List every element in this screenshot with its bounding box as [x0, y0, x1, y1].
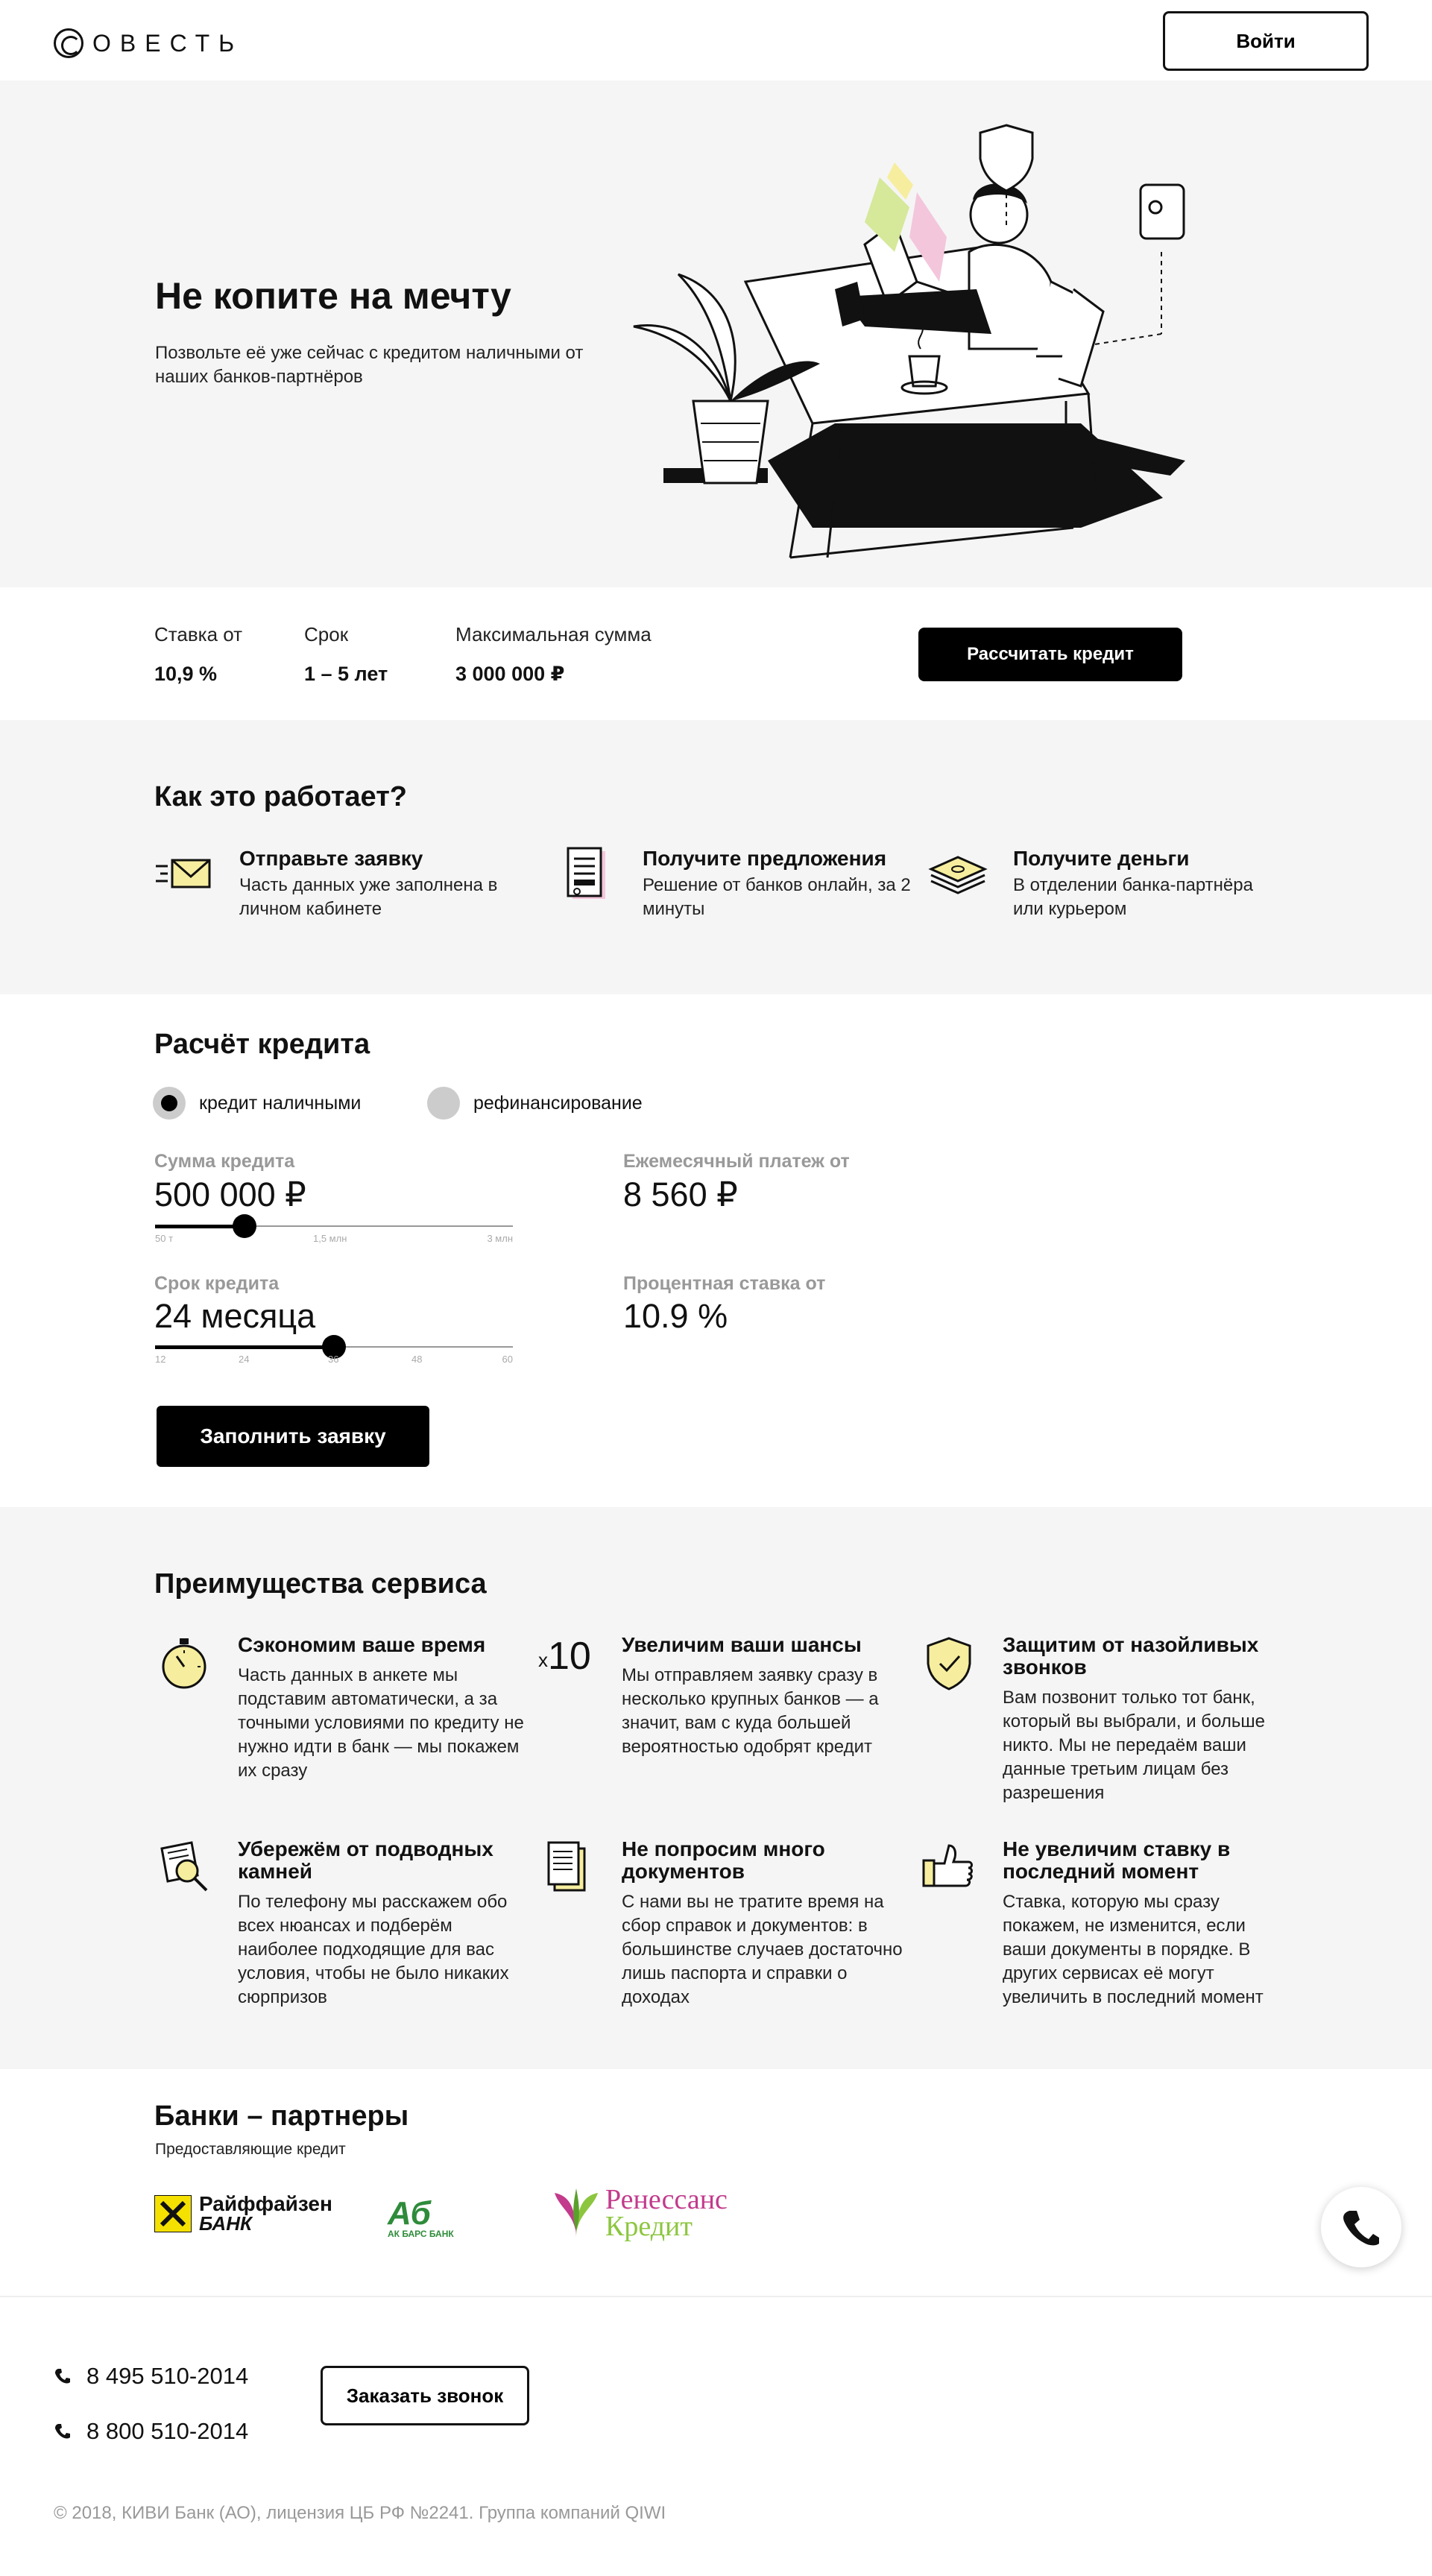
- rate-max-sum: [455, 623, 652, 686]
- tick-label: 3 млн: [487, 1233, 513, 1244]
- amount-value: 500 000 ₽: [154, 1175, 306, 1213]
- money-icon: [928, 847, 988, 906]
- how-it-works-section: [0, 720, 1432, 994]
- renaissance-credit: Кредит: [605, 2211, 693, 2242]
- radio-refinancing[interactable]: [427, 1087, 643, 1120]
- tick-label: 50 т: [155, 1233, 174, 1244]
- advantage-title: Не попросим много документов: [622, 1837, 825, 1883]
- advantage-title: Сэкономим ваше время: [238, 1633, 486, 1656]
- akbars-mark: Аб: [388, 2195, 431, 2232]
- step-desc: Решение от банков онлайн, за 2 минуты: [643, 875, 911, 919]
- step-desc: Часть данных уже заполнена в личном кабинете: [239, 875, 498, 919]
- documents-icon: [538, 1838, 598, 1898]
- monthly-payment-value: 8 560 ₽: [623, 1175, 738, 1213]
- login-button[interactable]: Войти: [1163, 11, 1369, 71]
- document-icon: [558, 847, 617, 906]
- raiffeisen-name: Райффайзен: [199, 2192, 332, 2215]
- advantage-desc: Вам позвонит только тот банк, который вы выбрали, и больше никто. Мы не передаём ваши данные третьим лицам без разрешения: [1003, 1688, 1265, 1803]
- max-sum-value: 3 000 000 ₽: [455, 663, 565, 685]
- rate-label: Ставка от: [154, 623, 243, 645]
- interest-rate-value: 10.9 %: [623, 1297, 728, 1335]
- phone-icon: [54, 2367, 72, 2385]
- raiffeisen-bank: БАНК: [199, 2212, 252, 2235]
- header: [0, 0, 1432, 80]
- term-value: 1 – 5 лет: [304, 663, 388, 685]
- stopwatch-icon: [154, 1634, 214, 1693]
- slider-thumb[interactable]: [233, 1214, 256, 1238]
- advantage-title: Защитим от назойливых звонков: [1003, 1633, 1259, 1679]
- rates-bar: [0, 587, 1432, 720]
- advantages-section: [0, 1507, 1432, 2069]
- slider-fill: [155, 1345, 334, 1349]
- x10-icon: [538, 1634, 598, 1693]
- akbars-name: АК БАРС БАНК: [388, 2229, 454, 2239]
- order-call-button[interactable]: Заказать звонок: [321, 2366, 529, 2425]
- renaissance-leaf-icon: [552, 2185, 601, 2241]
- call-floating-button[interactable]: [1321, 2187, 1401, 2267]
- phone-icon: [1342, 2208, 1381, 2247]
- copyright: © 2018, КИВИ Банк (АО), лицензия ЦБ РФ №2241. Группа компаний QIWI: [54, 2503, 666, 2523]
- phone-moscow[interactable]: [54, 2363, 248, 2390]
- magnifier-document-icon: [154, 1838, 214, 1898]
- step-title: Получите предложения: [643, 847, 887, 870]
- footer: [0, 2297, 1432, 2576]
- banks-title: Банки – партнеры: [154, 2100, 409, 2132]
- raiffeisen-logo: [154, 2194, 332, 2233]
- tick-label: 24: [239, 1354, 250, 1365]
- renaissance-logo: [552, 2185, 728, 2241]
- shield-check-icon: [919, 1634, 979, 1693]
- logo-mark-icon: [54, 28, 83, 58]
- hero-title: Не копите на мечту: [155, 275, 511, 317]
- how-title: Как это работает?: [154, 781, 408, 812]
- radio-button-icon[interactable]: [427, 1087, 460, 1120]
- step-get-offers: [558, 847, 911, 921]
- envelope-icon: [154, 847, 214, 906]
- term-value: 24 месяца: [154, 1297, 316, 1335]
- advantage-desc: Часть данных в анкете мы подставим автоматически, а за точными условиями по кредиту не нужно идти в банк — мы покажем их сразу: [238, 1665, 524, 1781]
- calculate-credit-button[interactable]: Рассчитать кредит: [918, 628, 1182, 681]
- rate-term: [304, 623, 388, 686]
- partner-banks-section: [0, 2069, 1432, 2297]
- radio-cash-credit[interactable]: [153, 1087, 361, 1120]
- monthly-payment-label: Ежемесячный платеж от: [623, 1151, 850, 1172]
- advantage-desc: Ставка, которую мы сразу покажем, не изменится, если ваши документы в порядке. В других сервисах её могут увеличить в последний момент: [1003, 1892, 1264, 2007]
- step-title: Отправьте заявку: [239, 847, 423, 870]
- tick-label: 1,5 млн: [313, 1233, 347, 1244]
- hero-illustration-icon: [619, 110, 1200, 572]
- logo[interactable]: [54, 27, 243, 60]
- hero-section: [0, 80, 1432, 587]
- interest-rate-label: Процентная ставка от: [623, 1273, 826, 1294]
- rate-min: [154, 623, 242, 686]
- phone-number[interactable]: 8 495 510-2014: [86, 2363, 249, 2389]
- x10-prefix: x: [538, 1649, 548, 1671]
- tick-label: 60: [502, 1354, 513, 1365]
- advantages-title: Преимущества сервиса: [154, 1568, 487, 1600]
- amount-label: Сумма кредита: [154, 1151, 295, 1172]
- step-title: Получите деньги: [1013, 847, 1190, 870]
- max-sum-label: Максимальная сумма: [455, 623, 652, 645]
- radio-label: кредит наличными: [199, 1092, 362, 1114]
- advantage-title: Увеличим ваши шансы: [622, 1633, 862, 1656]
- banks-subtitle: Предоставляющие кредит: [155, 2141, 346, 2158]
- advantage-title: Убережём от подводных камней: [238, 1837, 493, 1883]
- radio-label: рефинансирование: [473, 1092, 643, 1114]
- step-send-application: [154, 847, 508, 921]
- phone-free[interactable]: [54, 2418, 248, 2445]
- rate-value: 10,9 %: [154, 663, 218, 685]
- renaissance-name: Ренессанс: [605, 2184, 728, 2215]
- advantage-title: Не увеличим ставку в последний момент: [1003, 1837, 1231, 1883]
- advantage-desc: С нами вы не тратите время на сбор справок и документов: в большинстве случаев достаточно лишь паспорта и справки о доходах: [622, 1892, 903, 2007]
- logo-text: ОВЕСТЬ: [92, 29, 244, 57]
- term-label: Срок: [304, 623, 349, 645]
- tick-label: 36: [328, 1354, 339, 1365]
- advantage-desc: Мы отправляем заявку сразу в несколько крупных банков — а значит, вам с куда большей вероятностью одобрят кредит: [622, 1665, 879, 1757]
- calculator-title: Расчёт кредита: [154, 1029, 370, 1060]
- advantage-desc: По телефону мы расскажем обо всех нюансах и подберём наиболее подходящие для вас условия, чтобы не было никаких сюрпризов: [238, 1892, 509, 2007]
- fill-application-button[interactable]: Заполнить заявку: [157, 1406, 429, 1467]
- tick-label: 48: [411, 1354, 423, 1365]
- term-label: Срок кредита: [154, 1273, 280, 1294]
- step-get-money: [928, 847, 1281, 921]
- raiffeisen-mark-icon: [154, 2195, 192, 2232]
- credit-calculator: [0, 994, 1432, 1507]
- radio-button-icon[interactable]: [153, 1087, 186, 1120]
- slider-fill: [155, 1225, 245, 1228]
- hero-subtitle: Позвольте её уже сейчас с кредитом наличными от наших банков-партнёров: [155, 343, 584, 387]
- thumbs-up-icon: [919, 1838, 979, 1898]
- phone-number[interactable]: 8 800 510-2014: [86, 2418, 249, 2444]
- akbars-logo: [388, 2195, 454, 2239]
- tick-label: 12: [155, 1354, 166, 1365]
- x10-number: 10: [548, 1635, 591, 1678]
- phone-icon: [54, 2422, 72, 2440]
- step-desc: В отделении банка-партнёра или курьером: [1013, 875, 1253, 919]
